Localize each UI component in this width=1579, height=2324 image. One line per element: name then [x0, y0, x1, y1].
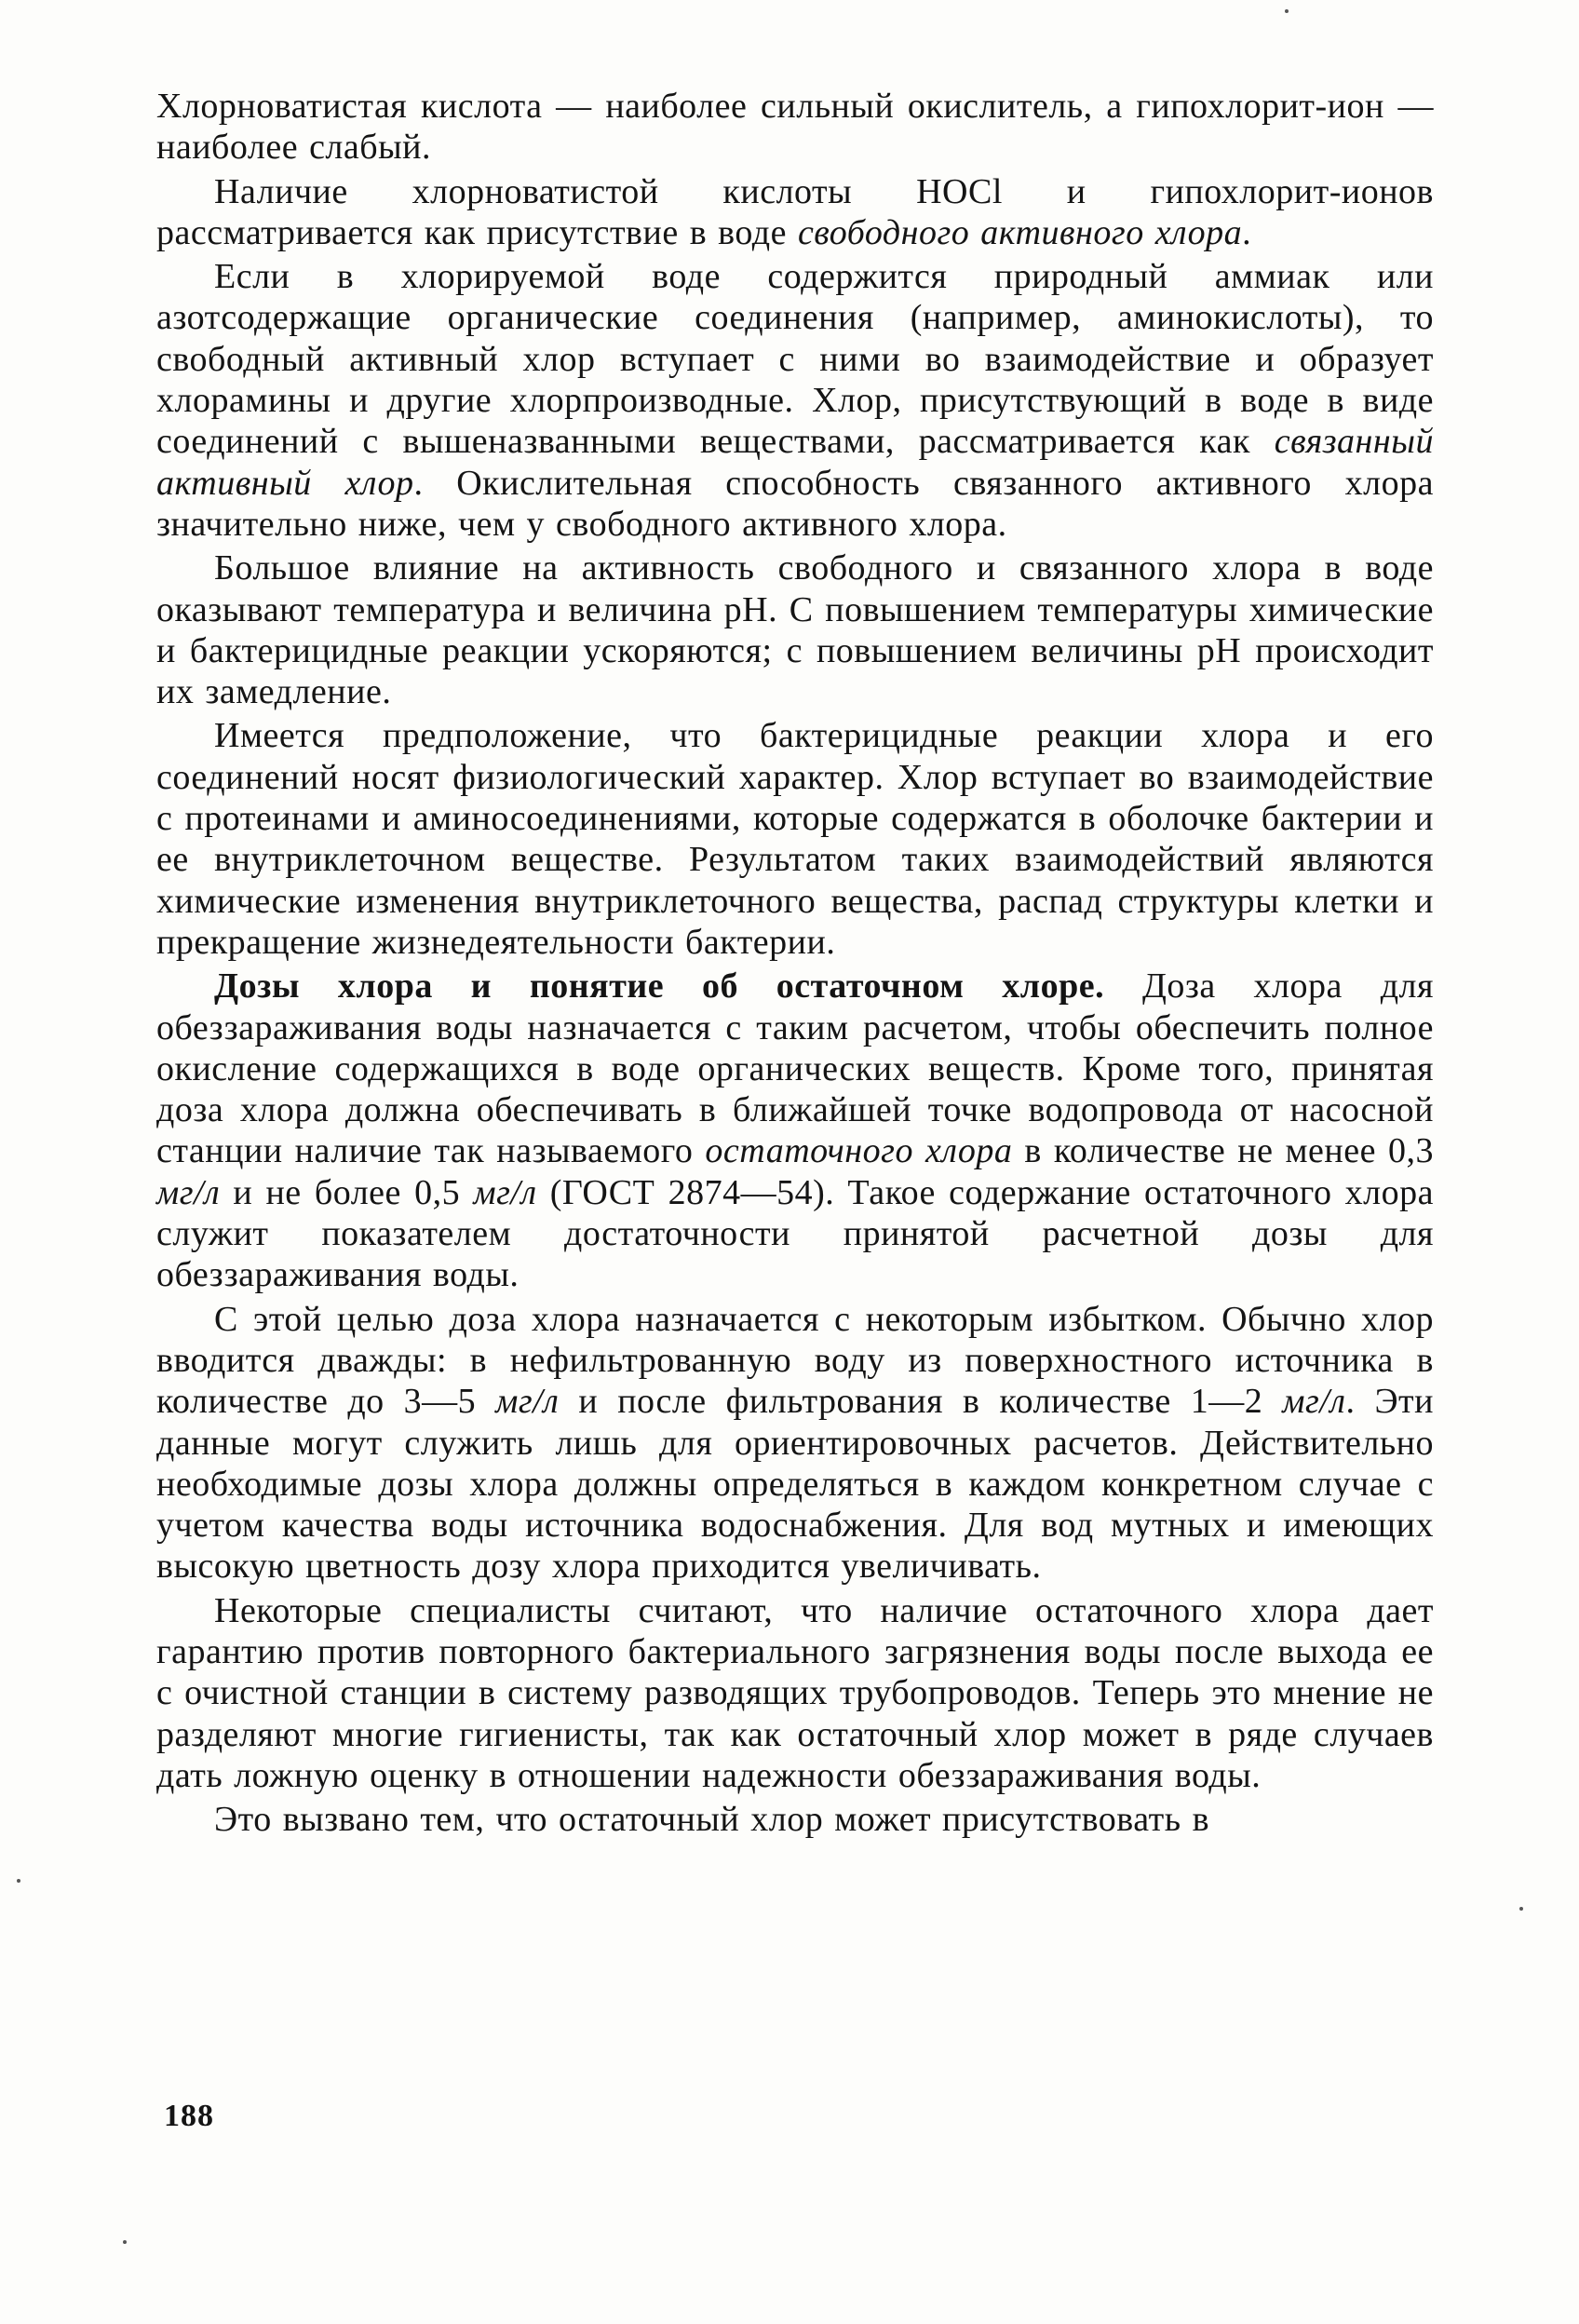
text-run: Хлорноватистая кислота — наиболее сильный окислитель, а гипохлорит-ион — наиболее слабый.: [156, 87, 1434, 168]
emphasized-text: мг/л: [473, 1172, 537, 1212]
text-run: Если в хлорируемой воде содержится природный аммиак или азотсодержащие органические соединения (например, аминокислоты), то свободный активный хлор вступает с ними во взаимодействие и образует хлорамины и другие хлорпроизводные. Хлор, присутствующий в воде в виде соединений с вышеназванными веществами, рассматривается как: [156, 257, 1434, 462]
paragraph: [156, 1590, 1434, 1796]
emphasized-text: мг/л: [495, 1382, 560, 1422]
paragraph: [156, 1799, 1434, 1840]
text-run: Большое влияние на активность свободного и связанного хлора в воде оказывают температура и величина pH. С повышением температуры химические и бактерицидные реакции ускоряются; с повышением величины pH происходит их замедление.: [156, 548, 1434, 712]
text-run: С этой целью доза хлора назначается с некоторым избытком. Обычно хлор вводится дважды: в нефильтрованную воду из поверхностного источника в количестве до 3—5: [156, 1299, 1434, 1422]
paragraph: [156, 1299, 1434, 1588]
section-heading: Дозы хлора и понятие об остаточном хлоре.: [214, 966, 1105, 1007]
text-run: Имеется предположение, что бактерицидные реакции хлора и его соединений носят физиологический характер. Хлор вступает во взаимодействие с протеинами и аминосоединениями, которые содержатся в оболочке бактерии и ее внутриклеточном веществе. Результатом таких взаимодействий являются химические изменения внутриклеточного вещества, распад структуры клетки и прекращение жизнедеятельности бактерии.: [156, 716, 1434, 962]
scan-speck: [123, 2240, 127, 2244]
scan-speck: [17, 1879, 20, 1883]
body-text: [156, 86, 1434, 1840]
text-run: . Окислительная способность связанного активного хлора значительно ниже, чем у свободного активного хлора.: [156, 463, 1434, 544]
text-run: и после фильтрования в количестве 1—2: [559, 1382, 1283, 1422]
emphasized-text: мг/л: [156, 1172, 221, 1212]
paragraph: [156, 715, 1434, 963]
text-run: Наличие хлорноватистой кислоты HOCl и гипохлорит-ионов рассматривается как присутствие в воде: [156, 171, 1434, 252]
text-run: (ГОСТ 2874—54). Такое содержание остаточного хлора служит показателем достаточности принятой расчетной дозы для обеззараживания воды.: [156, 1172, 1434, 1295]
emphasized-text: мг/л: [1282, 1382, 1346, 1422]
text-run: и не более 0,5: [220, 1172, 474, 1212]
paragraph: [156, 256, 1434, 545]
page-number: 188: [164, 2099, 214, 2133]
text-run: .: [1242, 212, 1252, 252]
text-run: в количестве не менее 0,3: [1012, 1131, 1434, 1171]
scan-speck: [1285, 9, 1289, 13]
paragraph: [156, 966, 1434, 1295]
scan-speck: [1519, 1907, 1523, 1911]
emphasized-text: связанный активный хлор: [156, 422, 1434, 503]
paragraph: [156, 86, 1434, 169]
text-run: . Эти данные могут служить лишь для ориентировочных расчетов. Действительно необходимые дозы хлора должны определяться в каждом конкретном случае с учетом качества воды источника водоснабжения. Для вод мутных и имеющих высокую цветность дозу хлора приходится увеличивать.: [156, 1382, 1434, 1587]
text-run: Доза хлора для обеззараживания воды назначается с таким расчетом, чтобы обеспечить полное окисление содержащихся в воде органических веществ. Кроме того, принятая доза хлора должна обеспечивать в ближайшей точке водопровода от насосной станции наличие так называемого: [156, 966, 1434, 1171]
book-page: [156, 86, 1434, 2246]
text-run: Это вызвано тем, что остаточный хлор может присутствовать в: [214, 1800, 1210, 1840]
emphasized-text: свободного активного хлора: [797, 212, 1243, 252]
text-run: Некоторые специалисты считают, что наличие остаточного хлора дает гарантию против повторного бактериального загрязнения воды после выхода ее с очистной станции в систему разводящих трубопроводов. Теперь это мнение не разделяют многие гигиенисты, так как остаточный хлор может в ряде случаев дать ложную оценку в отношении надежности обеззараживания воды.: [156, 1590, 1434, 1795]
paragraph: [156, 171, 1434, 254]
emphasized-text: остаточного хлора: [705, 1131, 1013, 1171]
paragraph: [156, 547, 1434, 712]
